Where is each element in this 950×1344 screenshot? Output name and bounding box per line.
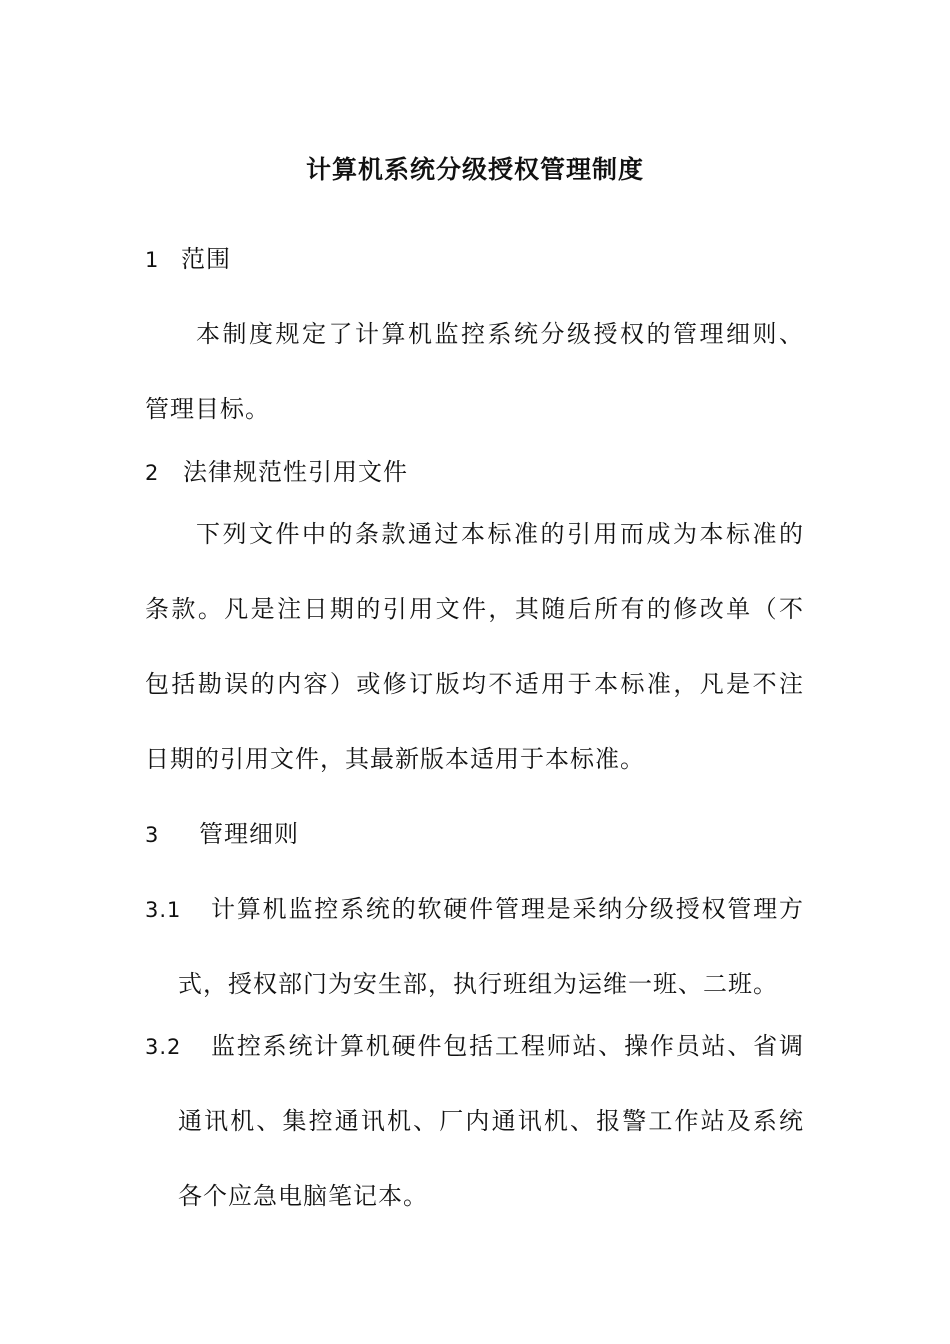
clause-text: 式，授权部门为安生部，执行班组为运维一班、二班。	[178, 970, 778, 998]
paragraph-line: 管理目标。	[145, 395, 270, 423]
paragraph-line: 日期的引用文件，其最新版本适用于本标准。	[145, 745, 645, 773]
paragraph-line: 下列文件中的条款通过本标准的引用而成为本标准的	[196, 520, 804, 548]
section-3-heading	[145, 818, 299, 851]
clause-text: 各个应急电脑笔记本。	[178, 1182, 428, 1210]
clause-number: 3.2	[145, 1035, 182, 1059]
paragraph-line: 条款。凡是注日期的引用文件，其随后所有的修改单（不	[145, 595, 804, 623]
clause-text: 通讯机、集控通讯机、厂内通讯机、报警工作站及系统	[178, 1107, 804, 1135]
clause-3-2-first-line	[145, 1030, 804, 1063]
document-title: 计算机系统分级授权管理制度	[305, 155, 644, 184]
section-number: 2	[145, 461, 160, 485]
section-2-heading	[145, 456, 408, 489]
clause-text: 计算机监控系统的软硬件管理是采纳分级授权管理方	[211, 895, 804, 923]
clause-3-1-first-line	[145, 893, 804, 926]
paragraph-line: 包括勘误的内容）或修订版均不适用于本标准，凡是不注	[145, 670, 804, 698]
section-title: 范围	[181, 245, 231, 273]
section-title: 管理细则	[199, 820, 299, 848]
clause-text: 监控系统计算机硬件包括工程师站、操作员站、省调	[211, 1032, 804, 1060]
section-1-heading	[145, 243, 231, 276]
paragraph-line: 本制度规定了计算机监控系统分级授权的管理细则、	[196, 320, 804, 348]
clause-number: 3.1	[145, 898, 182, 922]
section-number: 3	[145, 823, 160, 847]
section-title: 法律规范性引用文件	[183, 458, 408, 486]
section-number: 1	[145, 248, 160, 272]
